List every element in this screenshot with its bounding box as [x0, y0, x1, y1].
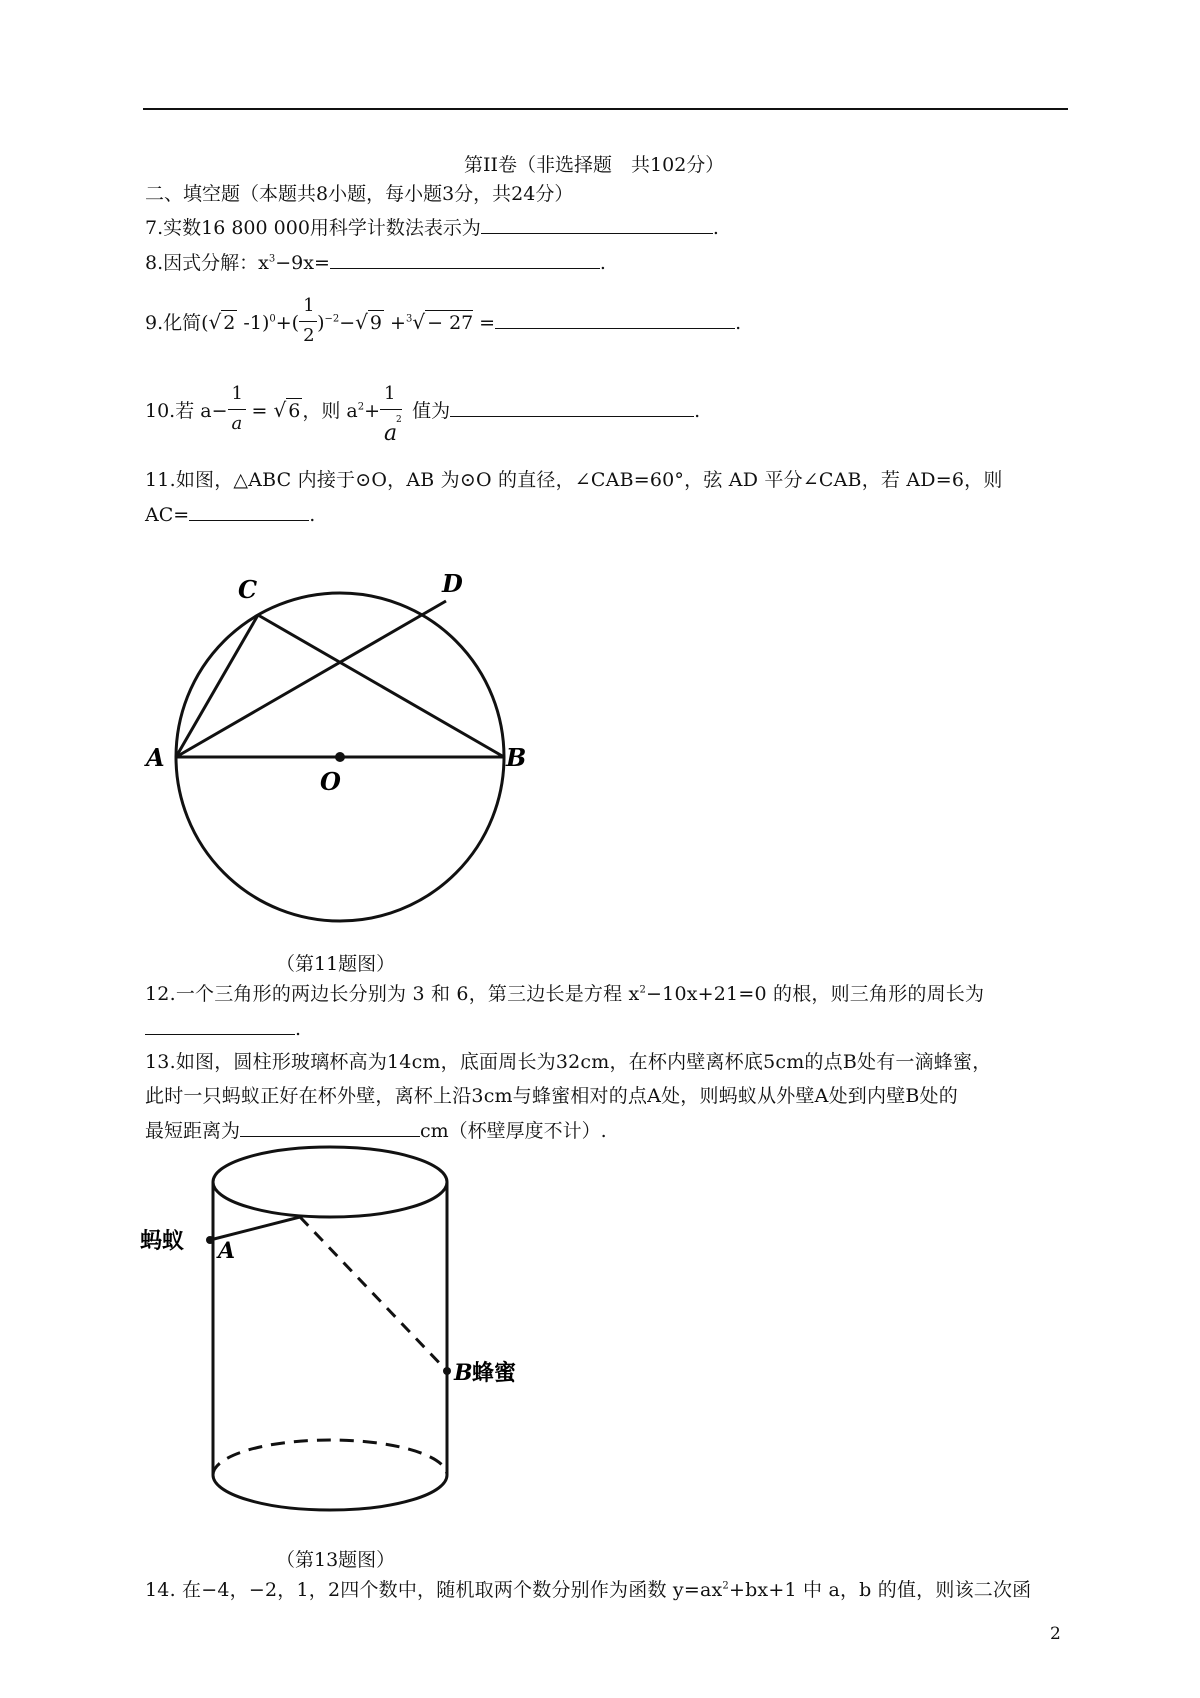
point-b	[443, 1367, 451, 1375]
fraction-one-over-a: $\frac{1}{a}$	[228, 400, 246, 424]
label-b: B	[506, 743, 527, 772]
question-13-line-1: 13.如图，圆柱形玻璃杯高为14cm，底面周长为32cm，在杯内壁离杯底5cm的点B处有一滴蜂蜜，	[145, 1051, 992, 1073]
question-13-line-3: 最短距离为 cm（杯壁厚度不计）.	[145, 1120, 607, 1142]
label-ant: 蚂蚁	[140, 1228, 185, 1254]
answer-blank-7[interactable]	[481, 215, 713, 234]
question-11-line-2: AC= .	[145, 504, 316, 526]
label-c: C	[238, 575, 258, 604]
label-honey: 蜂蜜	[472, 1360, 517, 1386]
figure-13-caption: （第13题图）	[276, 1549, 396, 1571]
cylinder-bottom-back	[213, 1440, 447, 1475]
answer-blank-13[interactable]	[240, 1118, 420, 1137]
question-10: 10.若 a− $\frac{1}{a}$ = √ 6 ，则 $a^2+$ 1 2 a 值为 .	[145, 383, 701, 446]
center-point-o	[335, 752, 345, 762]
fraction-one-half: $\frac{1}{2}$	[299, 312, 317, 336]
header-rule	[143, 108, 1068, 110]
label-o: O	[320, 767, 341, 796]
label-a: A	[218, 1238, 236, 1264]
figure-11-circle-diagram	[140, 570, 540, 940]
question-8: 8.因式分解：$x^3-9x=$ .	[145, 252, 606, 274]
label-a: A	[146, 743, 165, 772]
answer-blank-8[interactable]	[330, 250, 600, 269]
page-number: 2	[1050, 1624, 1061, 1644]
question-14-line-1: 14. 在−4，−2，1，2四个数中，随机取两个数分别作为函数 $y=ax^2+bx+1$ 中 a，b 的值，则该二次函	[145, 1579, 1032, 1601]
chord-ad	[176, 601, 446, 757]
part-title: 二、填空题（本题共8小题，每小题3分，共24分）	[145, 183, 574, 205]
question-9: 9.化简(√ 2 -1)$^0$+( $\frac{1}{2}$ )$^{-2}$−√ 9 +$^3$√ − 27 = .	[145, 295, 742, 346]
question-7-text: 7.实数16 800 000用科学计数法表示为	[145, 217, 481, 239]
label-b: B	[454, 1360, 473, 1386]
question-12-line-1: 12.一个三角形的两边长分别为 3 和 6，第三边长是方程 $x^2-10x+21=0$ 的根，则三角形的周长为	[145, 983, 985, 1005]
figure-13-cylinder-diagram	[140, 1140, 560, 1535]
path-rim-to-honey	[300, 1217, 447, 1371]
cylinder-top-rim	[213, 1147, 447, 1217]
question-13-line-2: 此时一只蚂蚁正好在杯外壁，离杯上沿3cm与蜂蜜相对的点A处，则蚂蚁从外壁A处到内壁B处的	[145, 1085, 958, 1107]
fraction-one-over-a-squared: 1 2 a	[380, 400, 406, 424]
question-11-line-1: 11.如图，△ABC 内接于⊙O，AB 为⊙O 的直径，∠CAB=60°，弦 AD 平分∠CAB，若 AD=6，则	[145, 469, 1003, 491]
path-ant-to-rim	[210, 1217, 300, 1240]
figure-11-caption: （第11题图）	[276, 953, 396, 975]
point-a	[206, 1236, 214, 1244]
answer-blank-9[interactable]	[495, 310, 735, 329]
answer-blank-11[interactable]	[189, 502, 309, 521]
answer-blank-12[interactable]	[145, 1016, 295, 1035]
question-12-line-2: .	[145, 1016, 301, 1041]
section-title: 第II卷（非选择题 共102分）	[464, 154, 725, 176]
question-7: 7.实数16 800 000用科学计数法表示为 .	[145, 217, 719, 239]
segment-ac	[176, 615, 258, 757]
segment-cb	[258, 615, 504, 757]
cylinder-bottom-front	[213, 1475, 447, 1510]
label-d: D	[442, 570, 463, 598]
answer-blank-10[interactable]	[450, 398, 694, 417]
